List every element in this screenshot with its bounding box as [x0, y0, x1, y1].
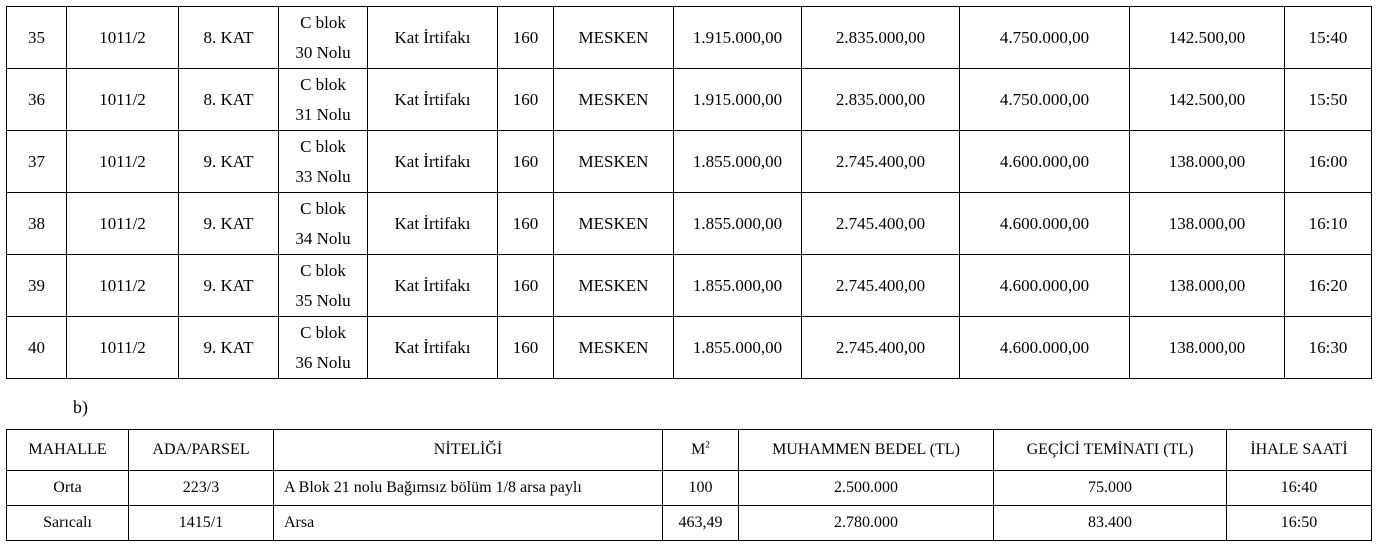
table-row	[7, 317, 1372, 379]
cell-sira-no: 36	[7, 69, 67, 131]
cell-bedel-1: 1.915.000,00	[674, 69, 802, 131]
cell-m2: 160	[498, 69, 554, 131]
cell-blok	[279, 69, 368, 131]
cell-muhammen-bedel: 2.500.000	[739, 471, 994, 506]
cell-bedel-2: 2.745.400,00	[802, 317, 960, 379]
cell-sira-no: 39	[7, 255, 67, 317]
cell-kat: 8. KAT	[179, 69, 279, 131]
table-header-row	[7, 430, 1372, 471]
cell-blok-name: C blok	[300, 136, 346, 156]
cell-m2: 463,49	[663, 506, 739, 541]
section-b-label: b)	[73, 397, 88, 417]
cell-m2: 160	[498, 193, 554, 255]
cell-bedel-2: 2.745.400,00	[802, 255, 960, 317]
cell-bedel-1: 1.855.000,00	[674, 193, 802, 255]
cell-niteligi: Kat İrtifakı	[368, 69, 498, 131]
cell-ihale-saati: 16:30	[1285, 317, 1372, 379]
cell-blok-name: C blok	[300, 74, 346, 94]
cell-blok-no: 35 Nolu	[295, 290, 351, 310]
cell-m2: 100	[663, 471, 739, 506]
cell-cinsi: MESKEN	[554, 7, 674, 69]
cell-niteligi: A Blok 21 nolu Bağımsız bölüm 1/8 arsa paylı	[274, 471, 663, 506]
cell-ihale-saati: 16:00	[1285, 131, 1372, 193]
cell-blok-name: C blok	[300, 260, 346, 280]
cell-niteligi: Kat İrtifakı	[368, 255, 498, 317]
cell-sira-no: 37	[7, 131, 67, 193]
cell-bedel-2: 2.835.000,00	[802, 7, 960, 69]
cell-bedel-1: 1.855.000,00	[674, 255, 802, 317]
cell-sira-no: 40	[7, 317, 67, 379]
header-m2-sup: 2	[705, 439, 710, 450]
cell-cinsi: MESKEN	[554, 193, 674, 255]
cell-gecici-teminat: 75.000	[994, 471, 1227, 506]
cell-mahalle: Orta	[7, 471, 129, 506]
cell-ada-parsel: 1011/2	[67, 317, 179, 379]
cell-bedel-2: 2.745.400,00	[802, 131, 960, 193]
cell-ada-parsel: 1011/2	[67, 193, 179, 255]
cell-gecici-teminat: 138.000,00	[1130, 255, 1285, 317]
cell-blok-name: C blok	[300, 198, 346, 218]
cell-bedel-1: 1.855.000,00	[674, 131, 802, 193]
cell-blok-no: 30 Nolu	[295, 42, 351, 62]
cell-cinsi: MESKEN	[554, 317, 674, 379]
cell-blok	[279, 7, 368, 69]
cell-ihale-saati: 15:40	[1285, 7, 1372, 69]
cell-niteligi: Arsa	[274, 506, 663, 541]
cell-m2: 160	[498, 255, 554, 317]
cell-gecici-teminat: 83.400	[994, 506, 1227, 541]
table-row	[7, 69, 1372, 131]
header-ada-parsel: ADA/PARSEL	[129, 430, 274, 471]
cell-ada-parsel: 1011/2	[67, 255, 179, 317]
cell-blok-no: 34 Nolu	[295, 228, 351, 248]
cell-kat: 9. KAT	[179, 255, 279, 317]
cell-ihale-saati: 15:50	[1285, 69, 1372, 131]
cell-bedel-2: 2.835.000,00	[802, 69, 960, 131]
cell-muhammen-bedel: 4.750.000,00	[960, 7, 1130, 69]
header-ihale-saati: İHALE SAATİ	[1227, 430, 1372, 471]
cell-gecici-teminat: 138.000,00	[1130, 131, 1285, 193]
auction-table-a	[6, 6, 1372, 379]
cell-ihale-saati: 16:10	[1285, 193, 1372, 255]
cell-blok-name: C blok	[300, 12, 346, 32]
header-gecici-teminat: GEÇİCİ TEMİNATI (TL)	[994, 430, 1227, 471]
cell-cinsi: MESKEN	[554, 131, 674, 193]
cell-gecici-teminat: 138.000,00	[1130, 317, 1285, 379]
cell-ihale-saati: 16:20	[1285, 255, 1372, 317]
cell-blok-no: 31 Nolu	[295, 104, 351, 124]
cell-ada-parsel: 223/3	[129, 471, 274, 506]
cell-muhammen-bedel: 4.600.000,00	[960, 317, 1130, 379]
cell-bedel-2: 2.745.400,00	[802, 193, 960, 255]
header-m2	[663, 430, 739, 471]
cell-niteligi: Kat İrtifakı	[368, 193, 498, 255]
cell-muhammen-bedel: 4.600.000,00	[960, 131, 1130, 193]
cell-kat: 9. KAT	[179, 131, 279, 193]
auction-table-b	[6, 429, 1372, 541]
cell-blok	[279, 255, 368, 317]
cell-ihale-saati: 16:50	[1227, 506, 1372, 541]
cell-mahalle: Sarıcalı	[7, 506, 129, 541]
cell-blok	[279, 317, 368, 379]
cell-blok	[279, 193, 368, 255]
table-row	[7, 255, 1372, 317]
cell-ihale-saati: 16:40	[1227, 471, 1372, 506]
cell-blok	[279, 131, 368, 193]
cell-kat: 9. KAT	[179, 317, 279, 379]
cell-niteligi: Kat İrtifakı	[368, 317, 498, 379]
table-row	[7, 471, 1372, 506]
cell-gecici-teminat: 142.500,00	[1130, 69, 1285, 131]
table-row	[7, 131, 1372, 193]
cell-kat: 8. KAT	[179, 7, 279, 69]
cell-sira-no: 35	[7, 7, 67, 69]
cell-bedel-1: 1.855.000,00	[674, 317, 802, 379]
cell-blok-no: 33 Nolu	[295, 166, 351, 186]
cell-niteligi: Kat İrtifakı	[368, 7, 498, 69]
cell-muhammen-bedel: 4.750.000,00	[960, 69, 1130, 131]
table-row	[7, 7, 1372, 69]
table-row	[7, 506, 1372, 541]
cell-muhammen-bedel: 4.600.000,00	[960, 255, 1130, 317]
header-muhammen-bedel: MUHAMMEN BEDEL (TL)	[739, 430, 994, 471]
header-mahalle: MAHALLE	[7, 430, 129, 471]
cell-m2: 160	[498, 131, 554, 193]
header-m2-text: M	[691, 441, 706, 458]
cell-ada-parsel: 1011/2	[67, 131, 179, 193]
cell-ada-parsel: 1415/1	[129, 506, 274, 541]
cell-bedel-1: 1.915.000,00	[674, 7, 802, 69]
cell-blok-no: 36 Nolu	[295, 352, 351, 372]
cell-cinsi: MESKEN	[554, 69, 674, 131]
cell-muhammen-bedel: 2.780.000	[739, 506, 994, 541]
cell-ada-parsel: 1011/2	[67, 69, 179, 131]
cell-sira-no: 38	[7, 193, 67, 255]
cell-blok-name: C blok	[300, 322, 346, 342]
cell-muhammen-bedel: 4.600.000,00	[960, 193, 1130, 255]
cell-gecici-teminat: 138.000,00	[1130, 193, 1285, 255]
cell-m2: 160	[498, 7, 554, 69]
cell-kat: 9. KAT	[179, 193, 279, 255]
cell-cinsi: MESKEN	[554, 255, 674, 317]
cell-ada-parsel: 1011/2	[67, 7, 179, 69]
cell-m2: 160	[498, 317, 554, 379]
table-row	[7, 193, 1372, 255]
cell-niteligi: Kat İrtifakı	[368, 131, 498, 193]
cell-gecici-teminat: 142.500,00	[1130, 7, 1285, 69]
header-niteligi: NİTELİĞİ	[274, 430, 663, 471]
